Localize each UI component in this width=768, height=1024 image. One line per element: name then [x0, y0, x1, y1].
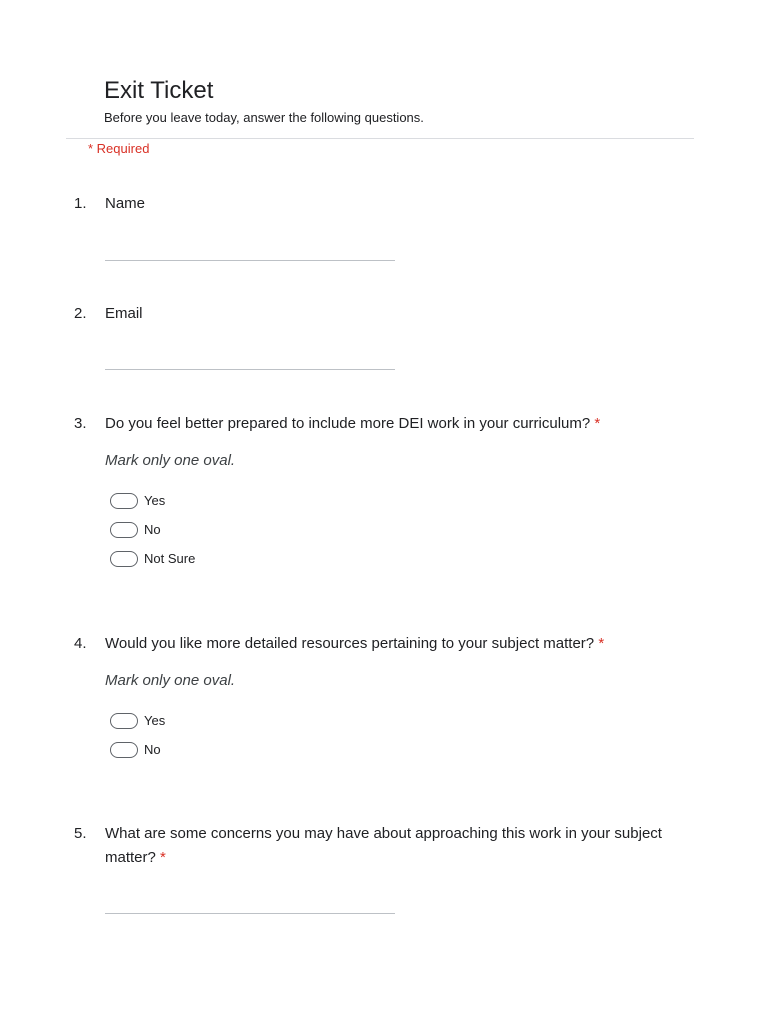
concerns-field[interactable]: [105, 913, 395, 914]
question-number: 5.: [74, 825, 87, 842]
required-asterisk: *: [594, 415, 601, 432]
option-label: No: [144, 742, 161, 757]
radio-oval[interactable]: [110, 522, 138, 538]
question-hint: Mark only one oval.: [105, 672, 236, 689]
radio-oval[interactable]: [110, 713, 138, 729]
required-asterisk: *: [160, 849, 166, 866]
form-title: Exit Ticket: [104, 77, 214, 104]
radio-oval[interactable]: [110, 742, 138, 758]
option-yes[interactable]: [110, 491, 165, 511]
question-number: 3.: [74, 415, 87, 432]
question-text: Email: [105, 305, 143, 322]
option-not-sure[interactable]: [110, 549, 195, 569]
option-no[interactable]: [110, 740, 161, 760]
question-name-label: [105, 192, 695, 216]
radio-oval[interactable]: [110, 493, 138, 509]
required-note: * Required: [88, 141, 150, 156]
question-text: What are some concerns you may have about approaching this work in your subject matter?: [105, 825, 662, 866]
header-divider: [66, 138, 694, 139]
option-label: Yes: [144, 713, 166, 728]
question-text: Name: [105, 195, 146, 212]
option-label: No: [144, 522, 161, 537]
email-field[interactable]: [105, 369, 395, 370]
question-number: 4.: [74, 635, 87, 652]
question-dei-prepared-label: [105, 412, 695, 436]
question-resources-label: [105, 632, 695, 656]
question-concerns-label: [105, 822, 695, 870]
question-hint: Mark only one oval.: [105, 452, 236, 469]
question-text: Would you like more detailed resources pertaining to your subject matter?: [105, 635, 595, 652]
form-description: Before you leave today, answer the following questions.: [104, 110, 424, 125]
name-field[interactable]: [105, 260, 395, 261]
question-number: 1.: [74, 195, 87, 212]
option-yes[interactable]: [110, 711, 165, 731]
required-asterisk: *: [598, 635, 605, 652]
question-text: Do you feel better prepared to include more DEI work in your curriculum?: [105, 415, 591, 432]
question-email-label: [105, 302, 695, 326]
radio-oval[interactable]: [110, 551, 138, 567]
question-number: 2.: [74, 305, 87, 322]
option-label: Not Sure: [144, 551, 196, 566]
option-no[interactable]: [110, 520, 161, 540]
option-label: Yes: [144, 493, 166, 508]
